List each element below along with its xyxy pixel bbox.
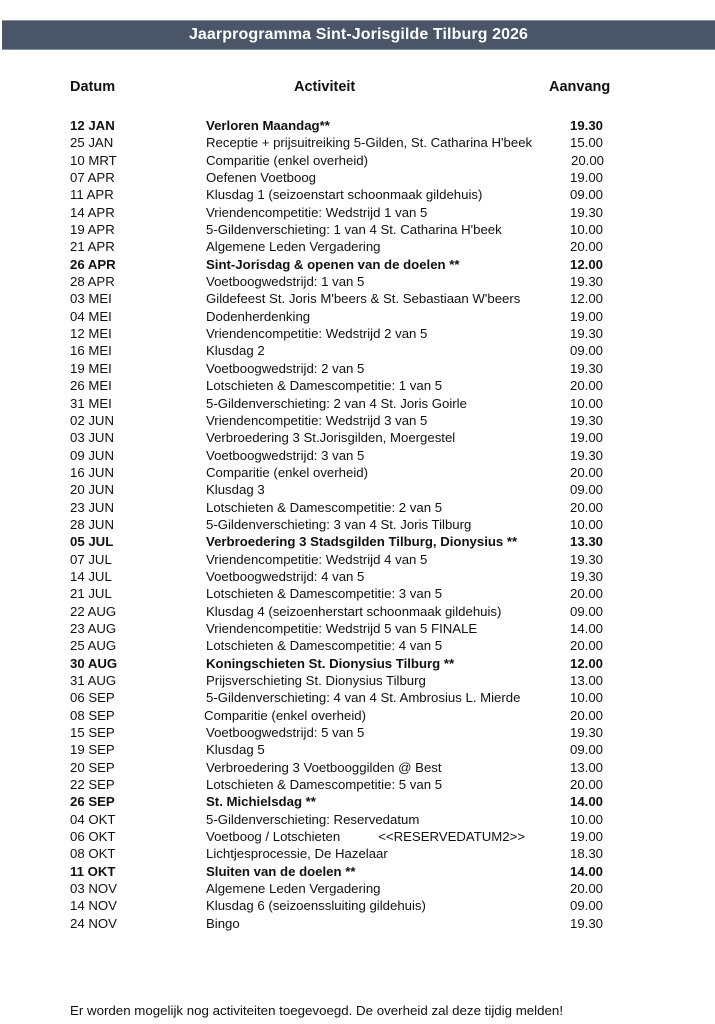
title-bar (2, 20, 715, 50)
row-date: 03 MEI (70, 291, 112, 307)
row-activity-text: Sluiten van de doelen ** (206, 863, 356, 879)
row-activity (206, 152, 368, 169)
row-activity (206, 637, 442, 654)
row-date: 28 JUN (70, 516, 114, 532)
row-activity (206, 793, 316, 810)
row-activity (206, 499, 442, 516)
table-row (0, 221, 715, 238)
row-activity (206, 308, 310, 325)
row-start-time: 20.00 (570, 378, 604, 394)
page-title: Jaarprogramma Sint-Jorisgilde Tilburg 2026 (188, 26, 529, 43)
row-start-time: 09.00 (570, 603, 604, 619)
row-start-time: 19.30 (570, 551, 604, 567)
row-date: 28 APR (70, 274, 115, 290)
table-row (0, 863, 715, 880)
table-row (0, 481, 715, 498)
row-activity (206, 620, 477, 637)
row-activity-text: Bingo (206, 915, 240, 931)
row-activity-text: 5-Gildenverschieting: 3 van 4 St. Joris Tilburg (206, 516, 472, 532)
row-date: 22 SEP (70, 777, 115, 793)
column-header-activity: Activiteit (294, 79, 356, 95)
row-activity (206, 845, 388, 862)
schedule-table (0, 117, 715, 932)
row-start-time: 20.00 (571, 152, 605, 168)
row-activity (206, 342, 265, 359)
row-start-time: 19.30 (570, 412, 604, 428)
row-date: 10 MRT (70, 152, 117, 168)
table-row (0, 707, 715, 724)
row-date: 11 OKT (70, 863, 116, 879)
row-start-time: 09.00 (570, 898, 604, 914)
row-activity (206, 585, 442, 602)
row-start-time: 20.00 (570, 464, 604, 480)
row-activity (204, 707, 366, 724)
row-date: 30 AUG (70, 655, 118, 671)
row-date: 23 AUG (70, 620, 117, 636)
table-row (0, 655, 715, 672)
row-start-time: 20.00 (570, 881, 604, 897)
row-activity (206, 273, 364, 290)
row-activity-text: Voetboogwedstrijd: 4 van 5 (206, 568, 365, 584)
table-row (0, 238, 715, 255)
row-start-time: 14.00 (570, 863, 604, 879)
row-activity (206, 134, 532, 151)
row-start-time: 19.30 (570, 204, 604, 220)
row-activity (206, 533, 517, 550)
row-date: 06 OKT (70, 829, 116, 845)
row-activity-text: Comparitie (enkel overheid) (204, 707, 366, 723)
row-activity-text: Voetboogwedstrijd: 1 van 5 (206, 274, 365, 290)
table-row (0, 204, 715, 221)
row-start-time: 19.30 (570, 326, 604, 342)
table-row (0, 689, 715, 706)
table-row (0, 828, 715, 845)
row-date: 11 APR (70, 187, 114, 203)
row-activity-text: Verbroedering 3 Voetbooggilden @ Best (206, 759, 442, 775)
row-activity-text: Klusdag 6 (seizoenssluiting gildehuis) (206, 898, 426, 914)
row-activity (206, 412, 427, 429)
row-date: 23 JUN (70, 499, 114, 515)
row-activity (206, 429, 455, 446)
row-start-time: 20.00 (570, 777, 604, 793)
row-activity (206, 915, 240, 932)
row-activity-text: Prijsverschieting St. Dionysius Tilburg (206, 673, 426, 688)
table-row (0, 377, 715, 394)
row-activity-text: Dodenherdenking (206, 308, 311, 324)
table-row (0, 724, 715, 741)
row-activity-text: Gildefeest St. Joris M'beers & St. Sebastiaan W'beers (206, 291, 521, 307)
row-date: 14 APR (70, 204, 115, 220)
row-activity (206, 568, 364, 585)
row-date: 16 JUN (70, 464, 114, 480)
footer-note: Er worden mogelijk nog activiteiten toegevoegd. De overheid zal deze tijdig melden! (70, 1003, 564, 1018)
row-date: 02 JUN (70, 412, 114, 428)
row-start-time: 14.00 (570, 620, 604, 636)
row-activity (206, 481, 265, 498)
row-date: 19 SEP (70, 742, 115, 758)
table-row (0, 880, 715, 897)
row-start-time: 19.30 (570, 915, 604, 931)
table-row (0, 395, 715, 412)
row-activity (206, 360, 364, 377)
table-row (0, 325, 715, 342)
row-start-time: 15.00 (570, 135, 604, 151)
row-activity (206, 811, 419, 828)
table-header (0, 79, 715, 99)
row-start-time: 13.00 (570, 759, 604, 775)
row-date: 06 SEP (70, 690, 115, 706)
table-row (0, 759, 715, 776)
table-row (0, 134, 715, 151)
row-start-time: 14.00 (570, 794, 604, 810)
row-activity-text: Koningschieten St. Dionysius Tilburg ** (206, 655, 455, 671)
row-activity-text: Vriendencompetitie: Wedstrijd 1 van 5 (206, 204, 428, 220)
row-activity-text: Algemene Leden Vergadering (206, 881, 381, 897)
row-start-time: 20.00 (570, 239, 604, 255)
row-date: 19 APR (70, 222, 115, 238)
table-row (0, 360, 715, 377)
row-date: 31 MEI (70, 395, 112, 411)
row-start-time: 12.00 (570, 256, 604, 272)
row-activity (206, 447, 364, 464)
table-row (0, 256, 715, 273)
table-row (0, 308, 715, 325)
row-date: 26 APR (70, 256, 116, 272)
row-activity (206, 655, 454, 672)
row-activity-text: 5-Gildenverschieting: 2 van 4 St. Joris Goirle (206, 395, 467, 411)
row-start-time: 19.00 (570, 430, 604, 446)
row-date: 12 JAN (70, 118, 115, 133)
row-activity-text: Vriendencompetitie: Wedstrijd 4 van 5 (206, 551, 428, 567)
row-start-time: 19.30 (570, 725, 604, 741)
row-start-time: 20.00 (570, 638, 604, 654)
row-activity (206, 290, 520, 307)
row-start-time: 19.00 (570, 829, 604, 845)
table-row (0, 603, 715, 620)
table-row (0, 290, 715, 307)
row-date: 03 JUN (70, 430, 114, 446)
row-date: 09 JUN (70, 447, 114, 463)
table-row (0, 637, 715, 654)
row-date: 05 JUL (70, 534, 114, 550)
table-row (0, 447, 715, 464)
table-row (0, 412, 715, 429)
row-start-time: 09.00 (570, 482, 604, 498)
row-activity-text: Lotschieten & Damescompetitie: 5 van 5 (206, 777, 443, 793)
row-start-time: 20.00 (570, 707, 604, 723)
row-activity-text: 5-Gildenverschieting: 4 van 4 St. Ambrosius L. Mierde (206, 690, 521, 706)
row-start-time: 19.30 (570, 118, 604, 133)
row-start-time: 09.00 (570, 343, 604, 359)
table-row (0, 568, 715, 585)
row-start-time: 19.30 (570, 568, 604, 584)
table-row (0, 342, 715, 359)
table-row (0, 776, 715, 793)
table-row (0, 793, 715, 810)
row-date: 19 MEI (70, 360, 112, 376)
row-activity-text: Lichtjesprocessie, De Hazelaar (206, 846, 388, 862)
row-date: 22 AUG (70, 603, 117, 619)
row-start-time: 10.00 (570, 222, 604, 238)
row-activity-text: Algemene Leden Vergadering (206, 239, 381, 255)
row-date: 20 JUN (70, 482, 114, 498)
row-start-time: 19.30 (570, 274, 604, 290)
table-row (0, 915, 715, 932)
table-row (0, 620, 715, 637)
row-start-time: 09.00 (570, 742, 604, 758)
row-activity (206, 169, 316, 186)
row-activity (206, 325, 427, 342)
row-start-time: 20.00 (570, 499, 604, 515)
row-activity (206, 689, 520, 706)
row-start-time: 19.30 (570, 360, 604, 376)
row-start-time: 13.00 (570, 673, 604, 688)
row-start-time: 10.00 (570, 395, 604, 411)
row-activity-text: 5-Gildenverschieting: Reservedatum (206, 811, 420, 827)
row-activity-text: Klusdag 5 (206, 742, 265, 758)
row-activity-text: Lotschieten & Damescompetitie: 1 van 5 (206, 378, 443, 394)
row-activity-text: Voetboog / Lotschieten (206, 829, 341, 845)
row-activity (206, 897, 426, 914)
row-activity (206, 204, 427, 221)
row-activity (206, 672, 426, 689)
row-activity-text: Receptie + prijsuitreiking 5-Gilden, St. Catharina H'beek (206, 135, 533, 151)
row-activity-text: Comparitie (enkel overheid) (206, 464, 368, 480)
row-date: 25 AUG (70, 638, 117, 654)
row-activity-text: Sint-Jorisdag & openen van de doelen ** (206, 256, 460, 272)
row-activity-text: Voetboogwedstrijd: 3 van 5 (206, 447, 365, 463)
table-row (0, 499, 715, 516)
row-date: 21 APR (70, 239, 115, 255)
row-activity (206, 759, 442, 776)
row-activity-text: Verbroedering 3 Stadsgilden Tilburg, Dionysius ** (206, 534, 518, 550)
row-activity (206, 551, 427, 568)
row-date: 14 NOV (70, 898, 117, 914)
row-start-time: 10.00 (570, 811, 604, 827)
row-date: 14 JUL (70, 568, 112, 584)
table-row (0, 551, 715, 568)
row-activity-text: Klusdag 2 (206, 343, 265, 359)
row-date: 07 JUL (70, 551, 112, 567)
table-row (0, 585, 715, 602)
row-activity-text: Verbroedering 3 St.Jorisgilden, Moergestel (206, 430, 456, 446)
row-activity-text: St. Michielsdag ** (206, 794, 316, 810)
row-activity (206, 464, 368, 481)
row-start-time: 12.00 (570, 291, 604, 307)
row-activity (206, 377, 442, 394)
row-date: 03 NOV (70, 881, 117, 897)
row-activity (206, 863, 356, 880)
row-activity (206, 256, 460, 273)
row-date: 04 MEI (70, 308, 112, 324)
table-row (0, 672, 715, 689)
row-activity-text: Vriendencompetitie: Wedstrijd 2 van 5 (206, 326, 428, 342)
row-date: 15 SEP (70, 725, 115, 741)
row-activity-text: Voetboogwedstrijd: 5 van 5 (206, 725, 365, 741)
row-activity (206, 117, 330, 134)
table-row (0, 117, 715, 134)
row-date: 16 MEI (70, 343, 112, 359)
row-start-time: 20.00 (570, 586, 604, 602)
row-date: 20 SEP (70, 759, 115, 775)
row-start-time: 19.00 (570, 170, 604, 186)
row-start-time: 19.00 (570, 308, 604, 324)
column-header-start: Aanvang (549, 79, 611, 95)
table-row (0, 152, 715, 169)
row-activity-text: 5-Gildenverschieting: 1 van 4 St. Catharina H'beek (206, 222, 502, 238)
row-start-time: 19.30 (570, 447, 604, 463)
table-row (0, 533, 715, 550)
row-start-time: 13.30 (570, 534, 604, 550)
row-activity (206, 828, 525, 845)
row-start-time: 09.00 (570, 187, 604, 203)
row-date: 12 MEI (70, 326, 112, 342)
row-activity (206, 776, 442, 793)
row-activity-text: Lotschieten & Damescompetitie: 3 van 5 (206, 586, 443, 602)
column-header-date: Datum (70, 79, 116, 95)
row-activity (206, 741, 265, 758)
row-start-time: 12.00 (570, 655, 604, 671)
table-row (0, 845, 715, 862)
row-start-time: 10.00 (570, 516, 604, 532)
row-activity-text: Lotschieten & Damescompetitie: 2 van 5 (206, 499, 443, 515)
row-activity (206, 516, 471, 533)
row-date: 26 SEP (70, 794, 115, 810)
row-activity (206, 880, 381, 897)
table-row (0, 741, 715, 758)
table-row (0, 897, 715, 914)
row-start-time: 18.30 (570, 846, 604, 862)
table-row (0, 186, 715, 203)
table-row (0, 169, 715, 186)
row-activity (206, 724, 364, 741)
row-date: 25 JAN (70, 135, 114, 151)
row-activity (206, 186, 482, 203)
row-activity-text: Vriendencompetitie: Wedstrijd 3 van 5 (206, 412, 428, 428)
row-date: 31 AUG (70, 673, 117, 688)
row-start-time: 10.00 (570, 690, 604, 706)
table-row (0, 273, 715, 290)
row-activity (206, 238, 381, 255)
row-activity-text: Klusdag 4 (seizoenherstart schoonmaak gildehuis) (206, 603, 502, 619)
row-date: 24 NOV (70, 915, 117, 931)
table-row (0, 429, 715, 446)
row-activity (206, 221, 502, 238)
row-activity-text: Lotschieten & Damescompetitie: 4 van 5 (206, 638, 443, 654)
table-row (0, 464, 715, 481)
row-activity-text: Oefenen Voetboog (206, 170, 316, 186)
row-activity-text: Klusdag 3 (206, 482, 265, 498)
row-activity-note: <<RESERVEDATUM2>> (378, 829, 526, 845)
row-date: 26 MEI (70, 378, 112, 394)
row-activity-text: Vriendencompetitie: Wedstrijd 5 van 5 FINALE (206, 620, 478, 636)
row-activity (206, 395, 467, 412)
row-activity-text: Verloren Maandag** (206, 118, 330, 133)
row-date: 08 OKT (70, 846, 116, 862)
row-activity-text: Voetboogwedstrijd: 2 van 5 (206, 360, 365, 376)
row-activity-text: Comparitie (enkel overheid) (206, 152, 368, 168)
table-row (0, 516, 715, 533)
table-row (0, 811, 715, 828)
row-activity-text: Klusdag 1 (seizoenstart schoonmaak gildehuis) (206, 187, 483, 203)
row-activity (206, 603, 501, 620)
row-date: 08 SEP (70, 707, 115, 723)
row-date: 21 JUL (70, 586, 112, 602)
row-date: 07 APR (70, 170, 115, 186)
row-date: 04 OKT (70, 811, 116, 827)
